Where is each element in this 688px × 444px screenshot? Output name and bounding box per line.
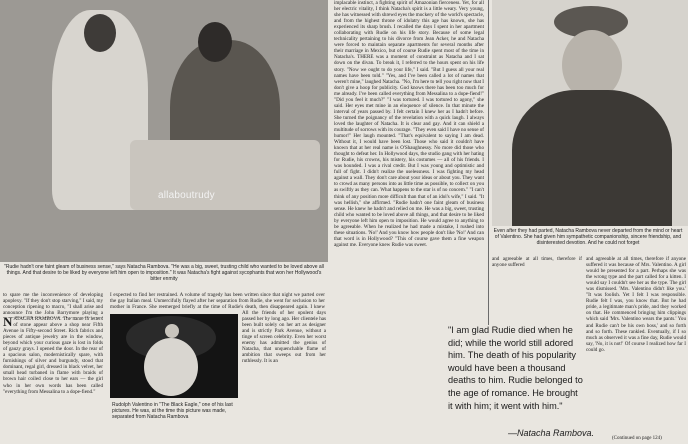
column-4 bbox=[586, 256, 686, 432]
portrait-caption: Rudolph Valentino in "The Black Eagle," one of his last pictures. He was, at the time this picture was made, separated from Natacha Rambova bbox=[112, 402, 233, 420]
column-1-top bbox=[3, 292, 103, 318]
photo-coat bbox=[512, 90, 672, 226]
photo-valentino-portrait bbox=[110, 314, 238, 398]
portrait-face bbox=[144, 338, 198, 396]
photo-top-caption: "Rudie hadn't one faint gleam of business sense," says Natacha Rambova. "He was a big, sweet, trusting child who wanted to be loved above all things. And that desire to be liked by everyone left him open to imposition." It was Natacha's fight against sycophants that won her Hollywood's bitter enmity bbox=[4, 264, 324, 282]
photo-rudie-natacha bbox=[0, 0, 328, 262]
photo-figure-man-head bbox=[84, 14, 116, 52]
watermark: allaboutrudy bbox=[158, 190, 215, 201]
column-1-body-text: ATACHA RAMBOVA. The name in letters of stone appear above a shop near Fifth Avenue in Fifty-second Street. Rich fabrics and pieces of antique jewelry are in the window, beyond which your curious gaze is lost in folds of gauzy grays. I opened the door. In the rear of a spacious salon, modernistically spare, with furnishings of silver and burgundy, stood that dominant, regal girl, dressed in black velvet, her small head turbaned in flame with braids of brown hair coiled close to her ears — the girl who in her own words has been called "everything from Messalina to a dope-fiend." bbox=[3, 316, 103, 395]
column-4-top: and agreeable at all times, therefore if anyone suffered bbox=[492, 256, 582, 269]
column-divider bbox=[488, 0, 489, 325]
drop-cap: N bbox=[3, 316, 13, 329]
pull-quote-attribution: —Natacha Rambova. bbox=[508, 428, 595, 438]
pull-quote: "I am glad Rudie died when he did; while the world still adored him. The death of his popularity would have been a thousand deaths to him. Rudie belonged to the age of romance. He brought it with him; it went with him." bbox=[448, 325, 583, 411]
portrait-badge bbox=[165, 324, 179, 338]
column-3-text: implacable instinct, a fighting spirit of Amazonian fierceness. Yet, for all her electric vitality, I think Natacha's spirit is a little weary. Very young, she has witnessed with shrewd eyes the mockery of the world's spectacle, and from the highest throne of idolatry this age has known, she has experienced its sharp brush. I recalled the days I spent in her apartment collaborating with Rudie on his life story. Because of some legal technicality pertaining to his divorce from Jean Acker, he and Natacha were forced to maintain separate apartments for several months after their marriage in Mexico, but of course Rudie spent most of the time in Natacha's. THERE was a moment of constraint as Natacha and I sat down on the divan. To break it, I referred to the hours spent on his life story. "Now we ought to do your life," I said. "But I guess all your real names have been told." "Yes, and I've been called a lot of names that weren't mine," laughed Natacha. "No, I'm here to tell you right now that I don't give a hoop for publicity. God knows there has been too much for me already. I've been called everything from Messalina to a dope-fiend!" "Did you feel it much?" "I was tortured. I was tortured to agony," she said. Her eyes met mine in an eloquence of silence. In that minute the interval of years passed by. I felt certain I knew her as I hadn't before. She turned the poignancy of the revelation with a quick laugh. I always loved the laughter of Natacha. It is clear and gay. And it can shield a multitude of sorrows with its courage. "They even said I have no sense of humor!" Her laugh mounted. "That's equivalent to saying I am dead. Without it, I would have been lost. Those who said it couldn't have known that at her real name is O'Shaughnessy. No more did those who thought to defeat her. In Hollywood days, the studio gang with her hating for Rudie, his crowns, his mistery, his costumes — all of his friends. I was hounded. I was a rival credit. But I was young and optimistic and full of fight. I didn't realize the uselessness. I was fighting my head against a wall. They don't care about your ideas or about you. They want to crowd as many persons into as little time as possible, to collect on you as swiftly as they can. What happens to the star is of no concern." "I can't think of any position more difficult than that of an idol's wife," I said. "It was hellish," she affirmed. "Rudie hadn't one faint gleam of business sense. He knew he hadn't and relied on me. He was a big, sweet, trusting child who wanted to be loved above all things, and that desire to be liked by everyone left him open to imposition. He would agree to anything to be agreeable. When he realized he had made a mistake, I rushed into these situations. 'No!' And you know how people don't like 'No!' And can that word is in Hollywood? "This of course gave them a fine weapon against me. Everyone knew Rudie was sweet. bbox=[334, 0, 484, 248]
continued-note: (Continued on page 124) bbox=[612, 436, 662, 441]
photo-figure-woman-head bbox=[198, 22, 232, 62]
column-4-text: and agreeable at all times, therefore if anyone suffered it was because of Mrs. Valentino. A girl would be presented for a part. Perhaps she was the wrong type and the part called for a kitten. I would say I couldn't see her as the type. The girl was dismissed. 'Mrs. Valentino didn't like you.' "It was foolish. Yet I felt I was responsible. Rudie felt I was, you know that. But he had pride, a legitimate man's pride, and they worked on that. He commenced bringing him clippings which said 'Mrs. Valentino wears the pants.' You and Rudie can't be his own boss,' and so forth and so forth. These rankled. Eventually, if I so much as observed it was a fine day, Rudie would say, 'No, it is not!' Of course I realized how far I could go. bbox=[586, 256, 686, 353]
column-1-top-text: to spare me the inconvenience of developing apoplexy. "If they don't stop starving," I said, my conception ripening to macro, "I shall arise and announce I'm the John Barrymore playing a bbox=[3, 292, 103, 317]
column-2-text: I expected to find her restrained. A volume of tragedy has been written since that night we parted over the gay Italian meal. Unmercifully flayed after her separation from Rudie, she went for seclusion to her mother in France. She reemerged briefly at the time of Rudie's death, then disappeared again. I knew bbox=[110, 292, 325, 310]
page-number bbox=[678, 2, 679, 3]
right-photo-caption: Even after they had parted, Natacha Rambova never departed from the mind or heart of Valentino. She had given him sympathetic companionship, sincere friendship, and disinterested devotion. And he could not forget bbox=[493, 228, 683, 246]
column-2 bbox=[110, 292, 325, 310]
column-2-lower-text: All the friends of her opulent days passed her by long ago. Her clientele has been built solely on her art as designer and is strictly Park Avenue, without a tinge of screen celebrity. Even her worst enemy has admitted the genius of Natacha, that unquenchable flame of ambition that sweeps out from her ruthlessly. It is an bbox=[242, 310, 326, 365]
photo-valentino-cap bbox=[492, 0, 688, 226]
column-2-lower bbox=[242, 310, 326, 444]
column-1-body bbox=[3, 316, 103, 444]
column-3 bbox=[334, 0, 484, 325]
